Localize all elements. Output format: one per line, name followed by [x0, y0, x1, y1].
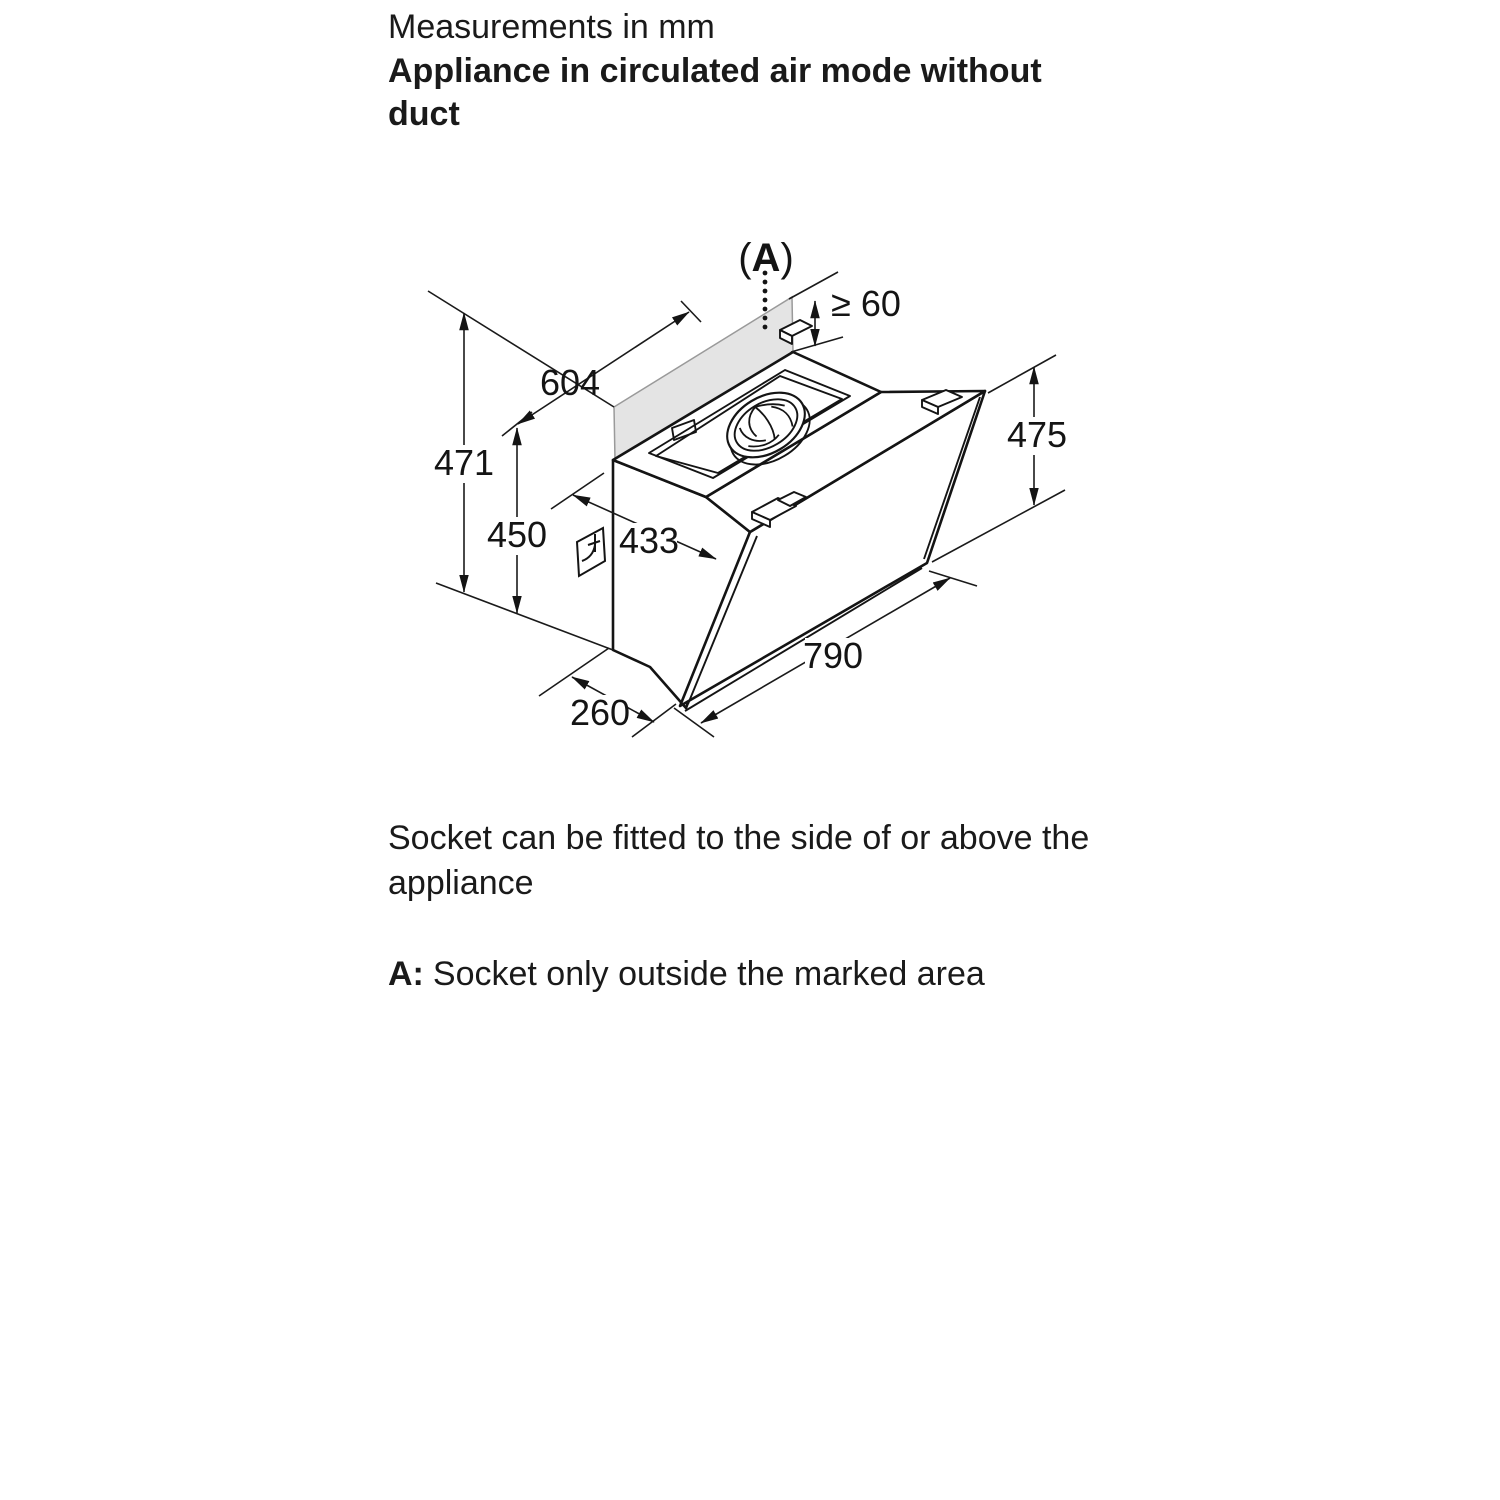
note-a-label: A:	[388, 955, 424, 993]
note-a-text: Socket only outside the marked area	[432, 955, 985, 993]
note-socket: Socket can be fitted to the side of or above the appliance	[388, 819, 1090, 902]
dim-label-260: 260	[569, 692, 631, 733]
dim-label-790: 790	[802, 635, 864, 676]
dim-label-450: 450	[486, 514, 548, 555]
appliance-drawing	[577, 320, 985, 711]
note-a	[388, 952, 1160, 997]
hood-symbol-icon	[577, 528, 605, 576]
header-line-mode: Appliance in circulated air mode without duct	[388, 51, 1042, 134]
dim-label-475: 475	[1006, 414, 1068, 455]
dim-label-604: 604	[539, 362, 601, 403]
header-line-measurements: Measurements in mm	[388, 8, 715, 46]
dim-label-471: 471	[433, 442, 495, 483]
dim-label-433: 433	[618, 520, 680, 561]
marker-a-label: (A)	[738, 236, 794, 280]
dim-label-clearance-60: ≥ 60	[831, 283, 901, 324]
